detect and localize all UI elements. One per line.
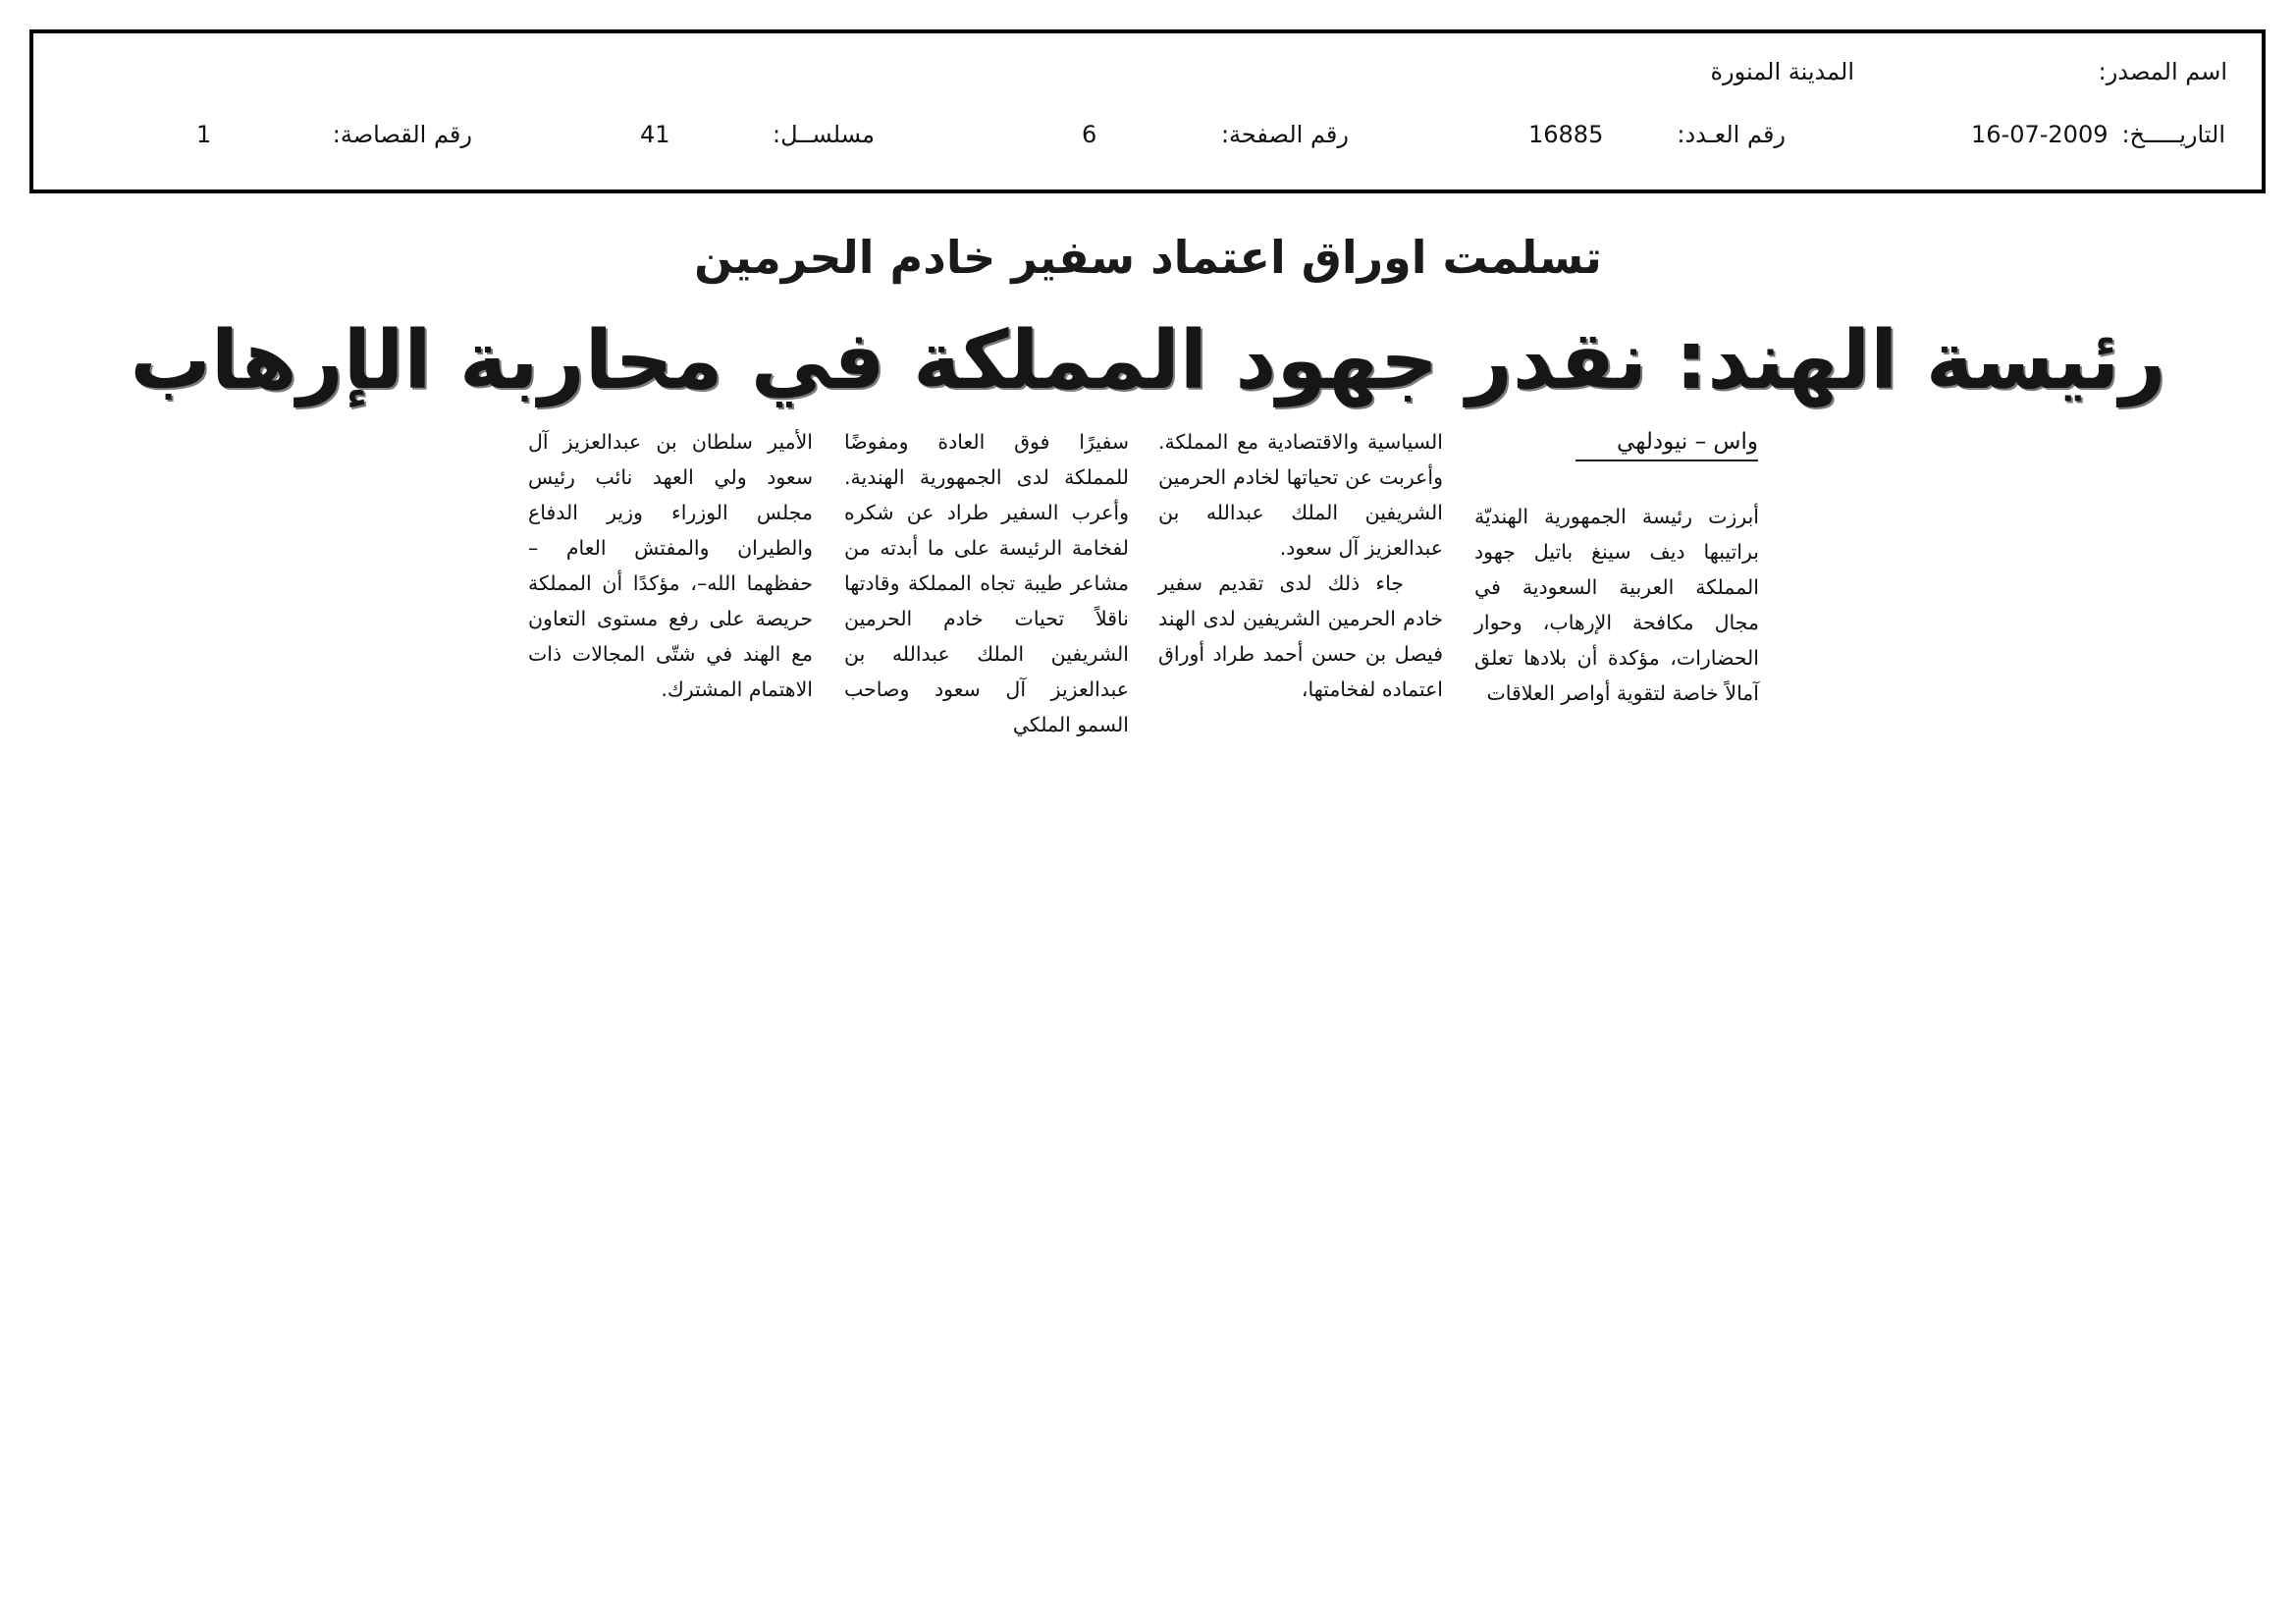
article-byline: واس – نيودلهي [1575,424,1758,461]
column-4-text: الأمير سلطان بن عبدالعزيز آل سعود ولي العهد نائب رئيس مجلس الوزراء وزير الدفاع والطيران والمفتش العام –حفظهما الله–، مؤكدًا أن المملكة حريصة على رفع مستوى التعاون مع الهند في شتّى المجالات ذات الاهتمام المشترك. [528,430,813,701]
serial-label: مسلســل: [773,121,875,148]
date-label: التاريـــــخ: [2121,121,2225,148]
article-column-3 [844,424,1129,742]
page-label: رقم الصفحة: [1220,121,1349,148]
article-kicker: تسلمت اوراق اعتماد سفير خادم الحرمين [694,231,1602,284]
clip-value: 1 [196,121,212,148]
clipping-header-box [29,29,2266,193]
article-column-2 [1158,424,1443,707]
article-column-1 [1474,499,1759,711]
page-value: 6 [1082,121,1097,148]
issue-label: رقم العـدد: [1677,121,1786,148]
serial-value: 41 [640,121,670,148]
column-3-text: سفيرًا فوق العادة ومفوضًا للمملكة لدى الجمهورية الهندية. وأعرب السفير طراد عن شكره لفخامة الرئيسة على ما أبدته من مشاعر طيبة تجاه المملكة وقادتها ناقلاً تحيات خادم الحرمين الشريفين الملك عبدالله بن عبدالعزيز آل سعود وصاحب السمو الملكي [844,430,1129,736]
source-label: اسم المصدر: [2098,58,2227,85]
source-value: المدينة المنورة [1710,58,1854,85]
clip-label: رقم القصاصة: [332,121,472,148]
column-2-paragraph-1: السياسية والاقتصادية مع المملكة. وأعربت عن تحياتها لخادم الحرمين الشريفين الملك عبدالله بن عبدالعزيز آل سعود. [1158,430,1443,560]
issue-value: 16885 [1528,121,1604,148]
article-column-4 [528,424,813,707]
date-value: 16-07-2009 [1971,121,2109,148]
article-headline: رئيسة الهند: نقدر جهود المملكة في محاربة الإرهاب [130,314,2166,407]
column-2-paragraph-2: جاء ذلك لدى تقديم سفير خادم الحرمين الشريفين لدى الهند فيصل بن حسن أحمد طراد أوراق اعتماده لفخامتها، [1158,571,1443,701]
column-1-text: أبرزت رئيسة الجمهورية الهنديّة براتيبها ديف سينغ باتيل جهود المملكة العربية السعودية في مجال مكافحة الإرهاب، وحوار الحضارات، مؤكدة أن بلادها تعلق آمالاً خاصة لتقوية أواصر العلاقات [1474,505,1759,705]
